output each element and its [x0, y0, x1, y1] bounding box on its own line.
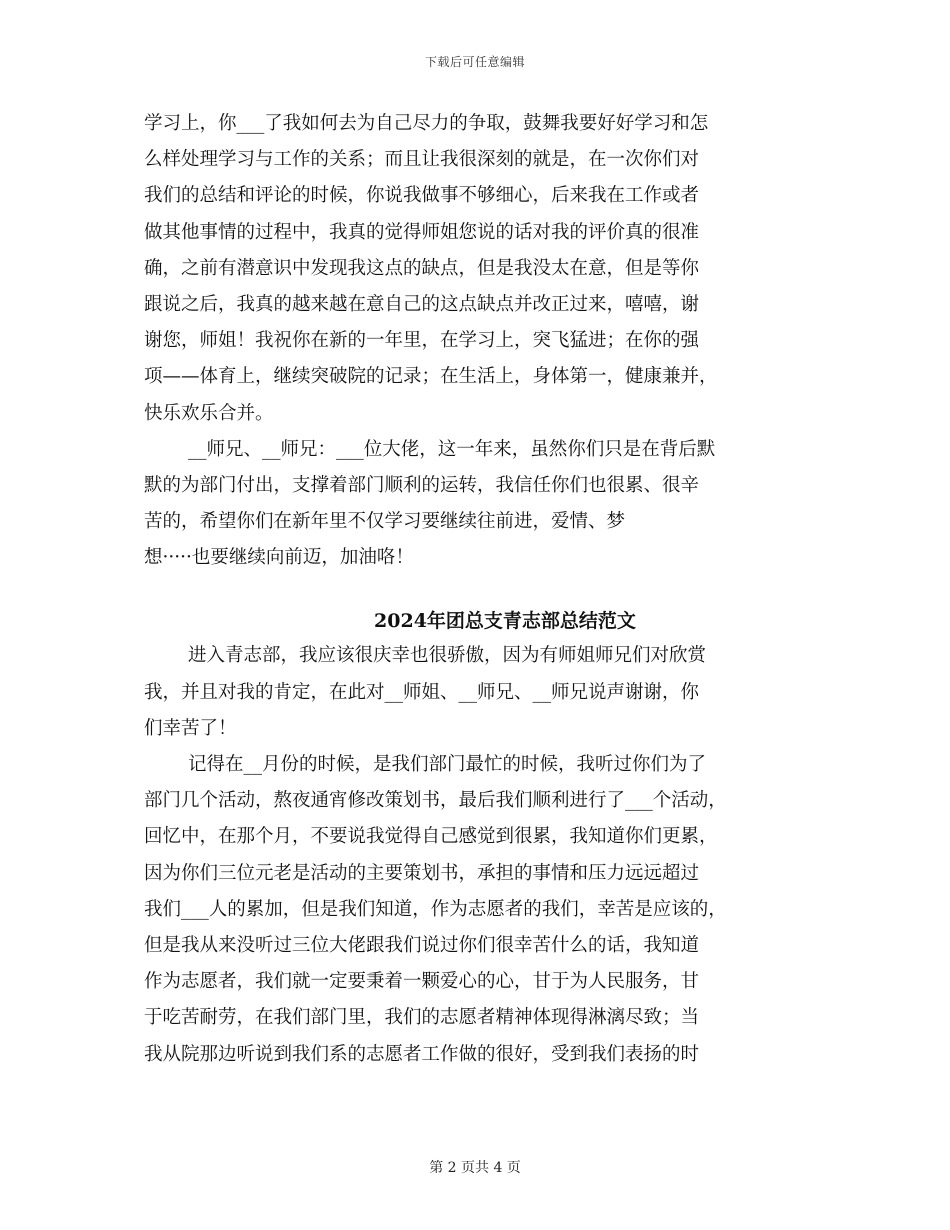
text-line: 默的为部门付出，支撑着部门顺利的运转，我信任你们也很累、很辛 [144, 474, 700, 496]
paragraph-intro [144, 638, 824, 747]
text-line: 进入青志部，我应该很庆幸也很骄傲，因为有师姐师兄们对欣赏 [188, 645, 707, 667]
text-line: 们幸苦了！ [144, 717, 237, 739]
page-header: 下载后可任意编辑 [424, 55, 525, 69]
text-line: 想·····也要继续向前迈，加油咯！ [144, 547, 414, 569]
text-line: 我们的总结和评论的时候，你说我做事不够细心，后来我在工作或者 [144, 185, 700, 207]
text-line: 么样处理学习与工作的关系；而且让我很深刻的就是，在一次你们对 [144, 149, 700, 171]
text-line: 于吃苦耐劳，在我们部门里，我们的志愿者精神体现得淋漓尽致；当 [144, 1007, 700, 1029]
text-line: 跟说之后，我真的越来越在意自己的这点缺点并改正过来，嘻嘻，谢 [144, 293, 700, 315]
article-title: 2024年团总支青志部总结范文 [374, 610, 636, 633]
text-line: 学习上，你___了我如何去为自己尽力的争取，鼓舞我要好好学习和怎 [144, 113, 709, 134]
page-footer: 第 2 页共 4 页 [429, 1160, 521, 1176]
text-line: 部门几个活动，熬夜通宵修改策划书，最后我们顺利进行了___个活动， [144, 790, 727, 812]
text-line: 快乐欢乐合并。 [144, 402, 274, 424]
text-line: __师兄、__师兄：___位大佬，这一年来，虽然你们只是在背后默 [188, 438, 716, 460]
text-line: 但是我从来没听过三位大佬跟我们说过你们很幸苦什么的话，我知道 [144, 934, 700, 956]
text-line: 作为志愿者，我们就一定要秉着一颗爱心的心，甘于为人民服务，甘 [144, 971, 700, 993]
text-line: 项——体育上，继续突破院的记录；在生活上，身体第一，健康兼并， [144, 366, 718, 388]
paragraph-brothers [144, 432, 824, 577]
text-line: 因为你们三位元老是活动的主要策划书，承担的事情和压力远远超过 [144, 862, 700, 884]
text-line: 谢您，师姐！我祝你在新的一年里，在学习上，突飞猛进；在你的强 [144, 330, 700, 352]
section-gap [144, 576, 824, 604]
text-line: 我从院那边听说到我们系的志愿者工作做的很好，受到我们表扬的时 [144, 1043, 700, 1065]
text-line: 我，并且对我的肯定，在此对__师姐、__师兄、__师兄说声谢谢，你 [144, 681, 700, 703]
text-line: 我们___人的累加，但是我们知道，作为志愿者的我们，幸苦是应该的， [144, 898, 727, 920]
text-line: 确，之前有潜意识中发现我这点的缺点，但是我没太在意，但是等你 [144, 257, 700, 279]
document-body [144, 106, 824, 1073]
text-line: 做其他事情的过程中，我真的觉得师姐您说的话对我的评价真的很准 [144, 221, 700, 243]
text-line: 苦的，希望你们在新年里不仅学习要继续往前进，爱情、梦 [144, 511, 626, 533]
paragraph-continued [144, 106, 824, 432]
paragraph-memory [144, 747, 824, 1073]
text-line: 记得在__月份的时候，是我们部门最忙的时候，我听过你们为了 [188, 754, 707, 775]
text-line: 回忆中，在那个月，不要说我觉得自己感觉到很累，我知道你们更累， [144, 826, 718, 848]
